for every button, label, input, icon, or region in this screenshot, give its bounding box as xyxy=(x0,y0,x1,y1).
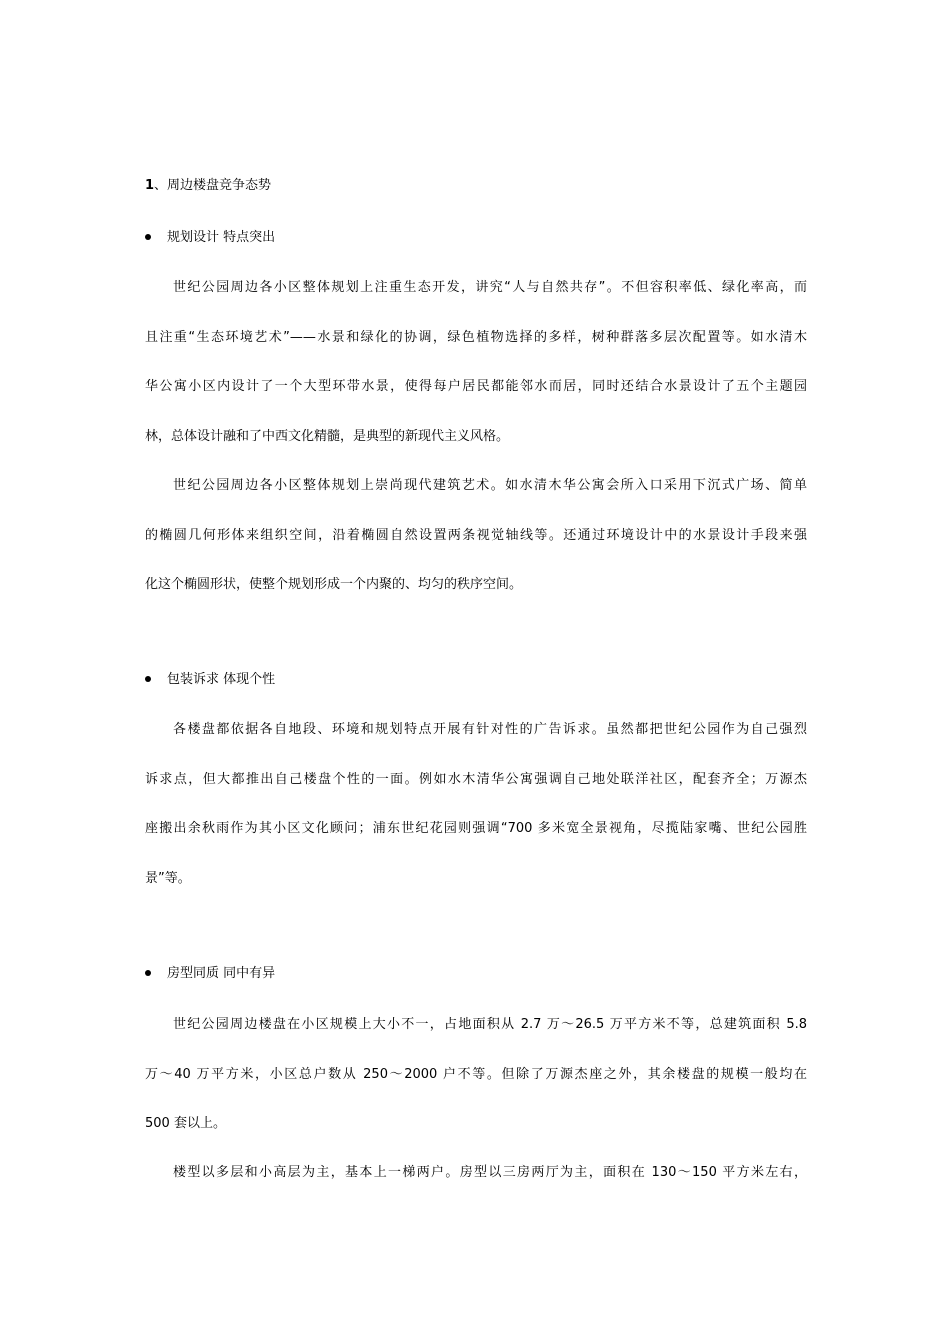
paragraph-line: 500 套以上。 xyxy=(145,1116,226,1131)
paragraph-layout-types xyxy=(145,1164,807,1214)
bullet-label: 规划设计 特点突出 xyxy=(167,230,276,245)
paragraph-line: 诉求点，但大都推出自己楼盘个性的一面。例如水木清华公寓强调自己地处联洋社区，配套齐全；万源杰 xyxy=(145,771,807,787)
paragraph-planning-ecology xyxy=(145,279,807,477)
paragraph-line: 万～40 万平方米，小区总户数从 250～2000 户不等。但除了万源杰座之外，其余楼盘的规模一般均在 xyxy=(145,1066,807,1082)
paragraph-line: 世纪公园周边各小区整体规划上崇尚现代建筑艺术。如水清木华公寓会所入口采用下沉式广场、简单 xyxy=(173,478,807,493)
paragraph-line: 座搬出余秋雨作为其小区文化顾问；浦东世纪花园则强调“700 多米宽全景视角，尽揽陆家嘴、世纪公园胜 xyxy=(145,821,807,836)
paragraph-line: 化这个椭圆形状，使整个规划形成一个内聚的、均匀的秩序空间。 xyxy=(145,577,523,592)
bullet-dot-icon xyxy=(145,676,151,682)
paragraph-line: 的椭圆几何形体来组织空间，沿着椭圆自然设置两条视觉轴线等。还通过环境设计中的水景设计手段来强 xyxy=(145,527,807,543)
paragraph-line: 世纪公园周边各小区整体规划上注重生态开发，讲究“人与自然共存”。不但容积率低、绿化率高，而 xyxy=(173,280,807,295)
paragraph-packaging xyxy=(145,721,807,919)
paragraph-line: 楼型以多层和小高层为主，基本上一梯两户。房型以三房两厅为主，面积在 130～150 平方米左右， xyxy=(173,1165,807,1180)
bullet-label: 包装诉求 体现个性 xyxy=(167,672,276,687)
bullet-item-planning xyxy=(145,229,275,247)
paragraph-line: 华公寓小区内设计了一个大型环带水景，使得每户居民都能邻水而居，同时还结合水景设计了五个主题园 xyxy=(145,379,807,394)
section-title: 、周边楼盘竞争态势 xyxy=(154,178,272,193)
bullet-item-packaging xyxy=(145,671,275,689)
paragraph-line: 各楼盘都依据各自地段、环境和规划特点开展有针对性的广告诉求。虽然都把世纪公园作为自己强烈 xyxy=(173,722,807,737)
section-heading xyxy=(145,177,271,195)
bullet-item-layout xyxy=(145,965,275,983)
paragraph-line: 世纪公园周边楼盘在小区规模上大小不一，占地面积从 2.7 万～26.5 万平方米不等，总建筑面积 5.8 xyxy=(173,1017,807,1032)
bullet-label: 房型同质 同中有异 xyxy=(167,966,276,981)
paragraph-line: 且注重“生态环境艺术”——水景和绿化的协调，绿色植物选择的多样，树种群落多层次配置等。如水清木 xyxy=(145,329,807,345)
paragraph-layout-scale xyxy=(145,1016,807,1165)
bullet-dot-icon xyxy=(145,234,151,240)
bullet-dot-icon xyxy=(145,970,151,976)
paragraph-line: 林，总体设计融和了中西文化精髓，是典型的新现代主义风格。 xyxy=(145,428,510,444)
paragraph-planning-architecture xyxy=(145,477,807,626)
paragraph-line: 景”等。 xyxy=(145,870,191,886)
section-number: 1 xyxy=(145,178,155,193)
